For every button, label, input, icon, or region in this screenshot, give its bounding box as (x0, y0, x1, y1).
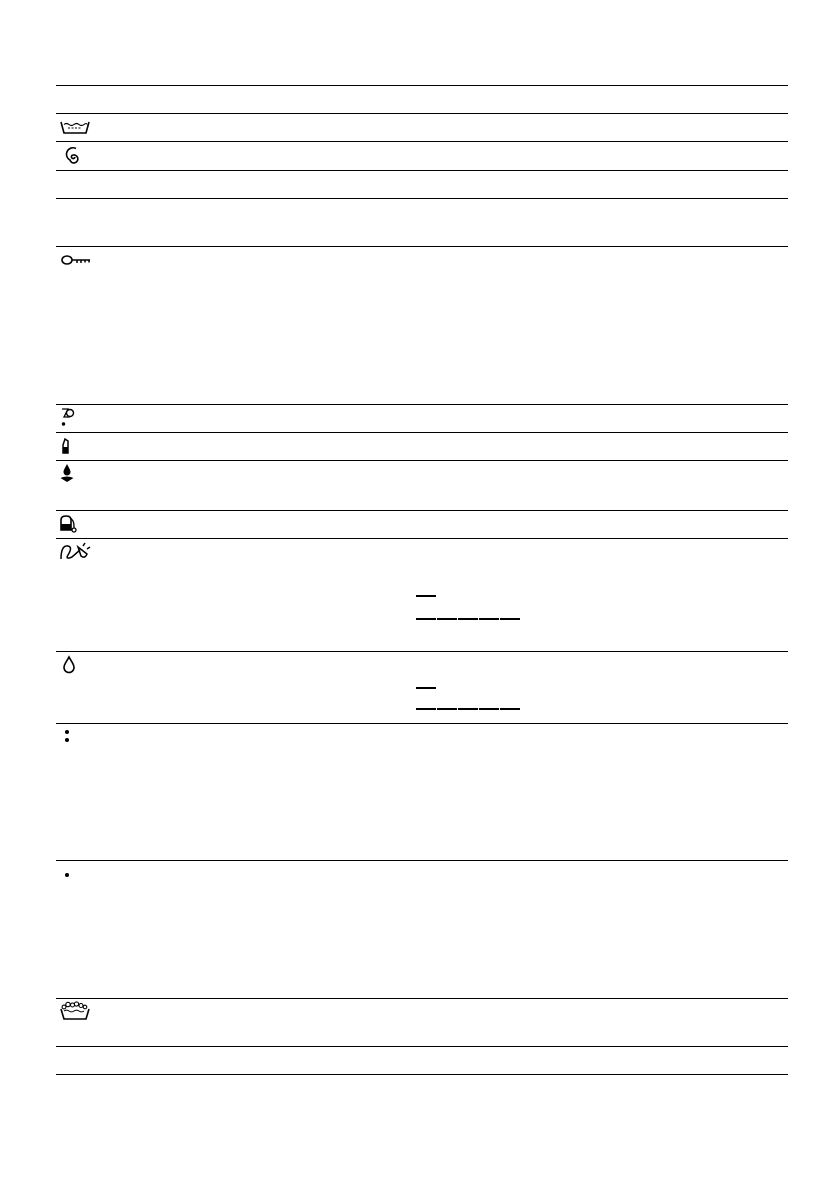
bubbles-basin-icon (60, 1000, 94, 1022)
row-divider (56, 651, 788, 652)
row-divider (56, 404, 788, 405)
row-divider (56, 246, 788, 247)
two-dots-icon (60, 727, 94, 749)
long-dash-mark (437, 618, 457, 620)
row-divider (56, 141, 788, 142)
row-divider (56, 113, 788, 114)
stain-spot-icon (60, 407, 94, 429)
basin-wash-icon (60, 118, 94, 140)
spiral-spin-icon (60, 145, 94, 167)
row-divider (56, 860, 788, 861)
row-divider (56, 170, 788, 171)
long-dash-mark (479, 708, 499, 710)
row-divider (56, 998, 788, 999)
short-dash-mark (416, 595, 436, 597)
drop-on-fabric-icon (60, 463, 94, 485)
long-dash-mark (500, 708, 520, 710)
long-dash-mark (479, 618, 499, 620)
row-divider (56, 1046, 788, 1047)
row-divider (56, 723, 788, 724)
short-dash-mark (416, 687, 436, 689)
row-divider (56, 198, 788, 199)
table-top-rule (56, 85, 788, 86)
row-divider (56, 460, 788, 461)
key-icon (60, 250, 94, 272)
table-bottom-rule (56, 1074, 788, 1075)
long-dash-mark (458, 708, 478, 710)
long-dash-mark (458, 618, 478, 620)
detergent-bottle-icon (60, 513, 94, 535)
plug-cable-icon (60, 541, 94, 563)
row-divider (56, 510, 788, 511)
long-dash-mark (437, 708, 457, 710)
long-dash-mark (500, 618, 520, 620)
row-divider (56, 538, 788, 539)
row-divider (56, 432, 788, 433)
water-drop-icon (60, 655, 94, 677)
long-dash-mark (416, 708, 436, 710)
long-dash-mark (416, 618, 436, 620)
single-dot-icon (60, 865, 94, 887)
lipstick-icon (60, 435, 94, 457)
